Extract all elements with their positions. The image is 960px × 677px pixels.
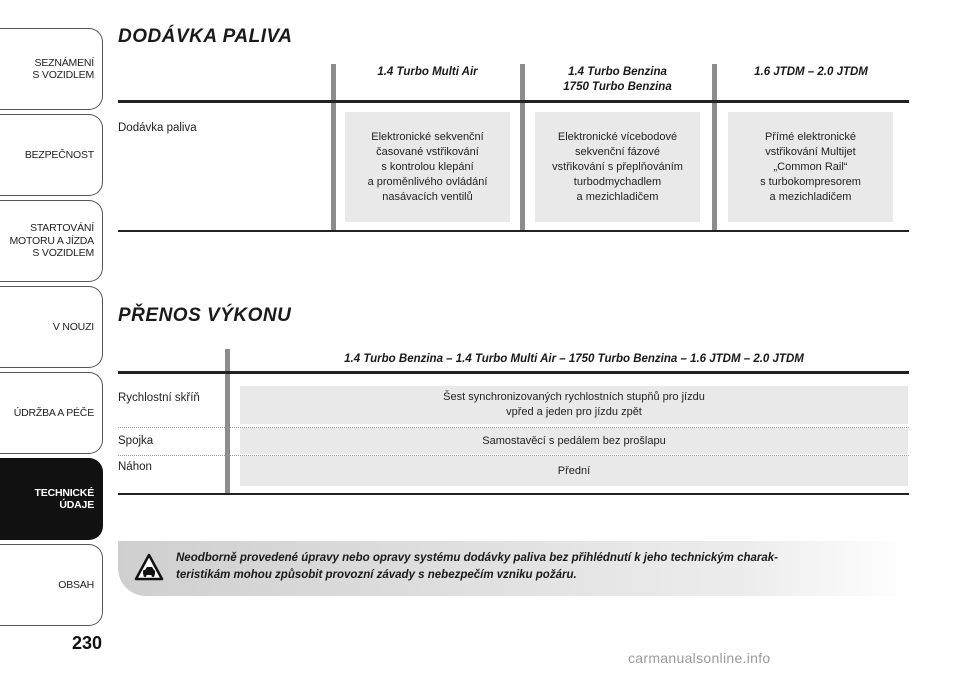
fuel-column-header-2: 1.4 Turbo Benzina 1750 Turbo Benzina — [563, 66, 672, 93]
transmission-row-label-gearbox: Rychlostní skříň — [118, 392, 200, 404]
tab-technicke-udaje[interactable]: TECHNICKÉ ÚDAJE — [0, 458, 103, 540]
fuel-column-header-1: 1.4 Turbo Multi Air — [377, 66, 478, 78]
warning-triangle-icon — [134, 553, 164, 581]
tab-v-nouzi[interactable]: V NOUZI — [0, 286, 103, 368]
column-divider — [331, 64, 336, 230]
page-number: 230 — [71, 633, 102, 653]
transmission-column-header: 1.4 Turbo Benzina – 1.4 Turbo Multi Air – 1750 Turbo Benzina – 1.6 JTDM – 2.0 JTDM — [344, 353, 804, 365]
transmission-row-label-clutch: Spojka — [118, 435, 154, 447]
transmission-section-title: PŘENOS VÝKONU — [118, 305, 292, 326]
fuel-row-label: Dodávka paliva — [118, 122, 197, 134]
header-rule — [118, 100, 909, 103]
fuel-cell-multiair: Elektronické sekvenční časované vstřikování s kontrolou klepání a proměnlivého ovládání nasávacích ventilů — [345, 112, 510, 222]
fuel-cell-benzina: Elektronické vícebodové sekvenční fázové vstřikování s přeplňováním turbodmychadlem a mezichladičem — [535, 112, 700, 222]
tab-bezpecnost[interactable]: BEZPEČNOST — [0, 114, 103, 196]
header-rule — [118, 371, 909, 374]
watermark: carmanualsonline.info — [628, 650, 771, 666]
warning-text: Neodborně provedené úpravy nebo opravy systému dodávky paliva bez přihlédnutí k jeho technickým charak- teristikám mohou způsobit provozní závady s nebezpečím vzniku požáru. — [176, 552, 779, 581]
transmission-cell-drive: Přední — [240, 456, 908, 486]
transmission-cell-clutch: Samostavěcí s pedálem bez prošlapu — [240, 428, 908, 454]
section-rule — [118, 493, 909, 495]
transmission-row-label-drive: Náhon — [118, 461, 152, 473]
section-rule — [118, 230, 909, 232]
fuel-column-header-3: 1.6 JTDM – 2.0 JTDM — [754, 66, 868, 78]
tab-obsah[interactable]: OBSAH — [0, 544, 103, 626]
tab-udrzba[interactable]: ÚDRŽBA A PÉČE — [0, 372, 103, 454]
warning-box — [118, 541, 909, 596]
transmission-cell-gearbox: Šest synchronizovaných rychlostních stupňů pro jízdu vpřed a jeden pro jízdu zpět — [240, 386, 908, 424]
tab-seznameni[interactable]: SEZNÁMENÍ S VOZIDLEM — [0, 28, 103, 110]
column-divider — [712, 64, 717, 230]
fuel-section-title: DODÁVKA PALIVA — [118, 26, 293, 47]
tab-startovani[interactable]: STARTOVÁNÍ MOTORU A JÍZDA S VOZIDLEM — [0, 200, 103, 282]
column-divider — [520, 64, 525, 230]
fuel-cell-jtdm: Přímé elektronické vstřikování Multijet „Common Rail“ s turbokompresorem a mezichladičem — [728, 112, 893, 222]
